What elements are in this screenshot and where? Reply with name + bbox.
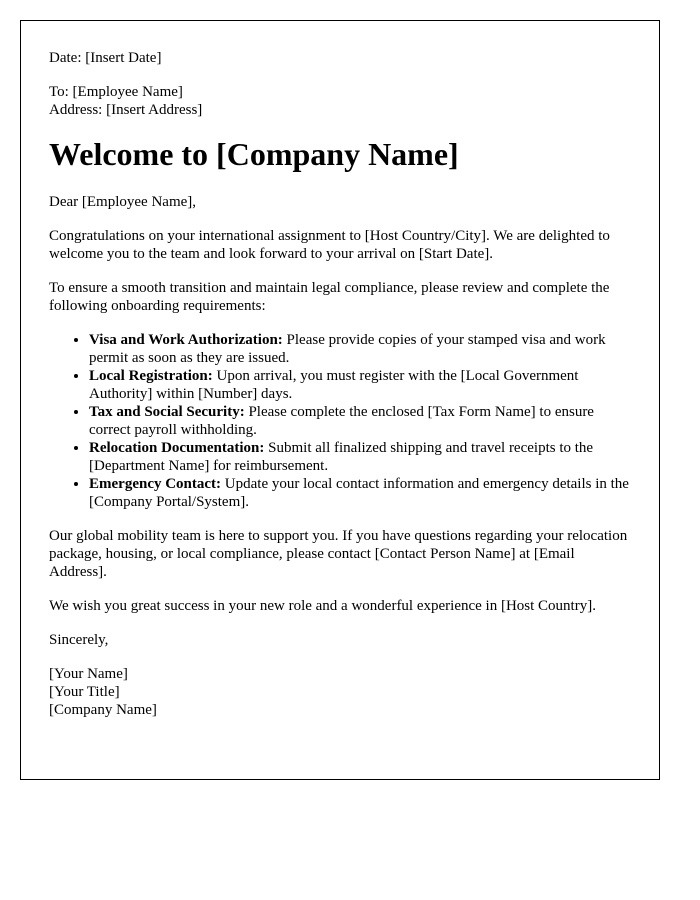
requirement-text: Please complete the enclosed [Tax Form Name] to ensure correct payroll withholding.	[89, 404, 594, 438]
letter-heading: Welcome to [Company Name]	[49, 136, 459, 172]
requirement-title: Emergency Contact:	[89, 476, 222, 492]
requirement-title: Local Registration:	[89, 368, 213, 384]
requirement-text: Upon arrival, you must register with the [Local Government Authority] within [Number] days.	[89, 368, 579, 402]
letter-container	[20, 20, 660, 780]
support-paragraph: Our global mobility team is here to support you. If you have questions regarding your relocation package, housing, or local compliance, please contact [Contact Person Name] at [Email Address].	[49, 528, 628, 580]
closing-wish-paragraph: We wish you great success in your new role and a wonderful experience in [Host Country].	[49, 598, 596, 614]
recipient-name-line: To: [Employee Name]	[49, 84, 183, 100]
date-block	[49, 49, 631, 67]
requirement-text: Submit all finalized shipping and travel receipts to the [Department Name] for reimbursement.	[89, 440, 594, 474]
requirement-text: Update your local contact information and emergency details in the [Company Portal/System].	[89, 476, 629, 510]
signature-block	[49, 665, 631, 719]
signature-company: [Company Name]	[49, 702, 157, 718]
recipient-address-line: Address: [Insert Address]	[49, 102, 203, 118]
requirement-item-visa	[89, 331, 631, 367]
salutation: Dear [Employee Name],	[49, 194, 197, 210]
closing: Sincerely,	[49, 632, 109, 648]
signature-title: [Your Title]	[49, 684, 120, 700]
requirement-item-emergency	[89, 475, 631, 511]
requirement-item-relocation	[89, 439, 631, 475]
signature-name: [Your Name]	[49, 666, 128, 682]
requirement-item-tax	[89, 403, 631, 439]
requirement-title: Tax and Social Security:	[89, 404, 245, 420]
requirements-intro-paragraph: To ensure a smooth transition and maintain legal compliance, please review and complete the following onboarding requirements:	[49, 280, 610, 314]
requirement-title: Visa and Work Authorization:	[89, 332, 283, 348]
congratulations-paragraph: Congratulations on your international assignment to [Host Country/City]. We are delighted to welcome you to the team and look forward to your arrival on [Start Date].	[49, 228, 610, 262]
requirement-title: Relocation Documentation:	[89, 440, 265, 456]
requirements-list	[49, 331, 631, 511]
date-line: Date: [Insert Date]	[49, 50, 162, 66]
recipient-block	[49, 83, 631, 119]
requirement-item-registration	[89, 367, 631, 403]
requirement-text: Please provide copies of your stamped visa and work permit as soon as they are issued.	[89, 332, 606, 366]
